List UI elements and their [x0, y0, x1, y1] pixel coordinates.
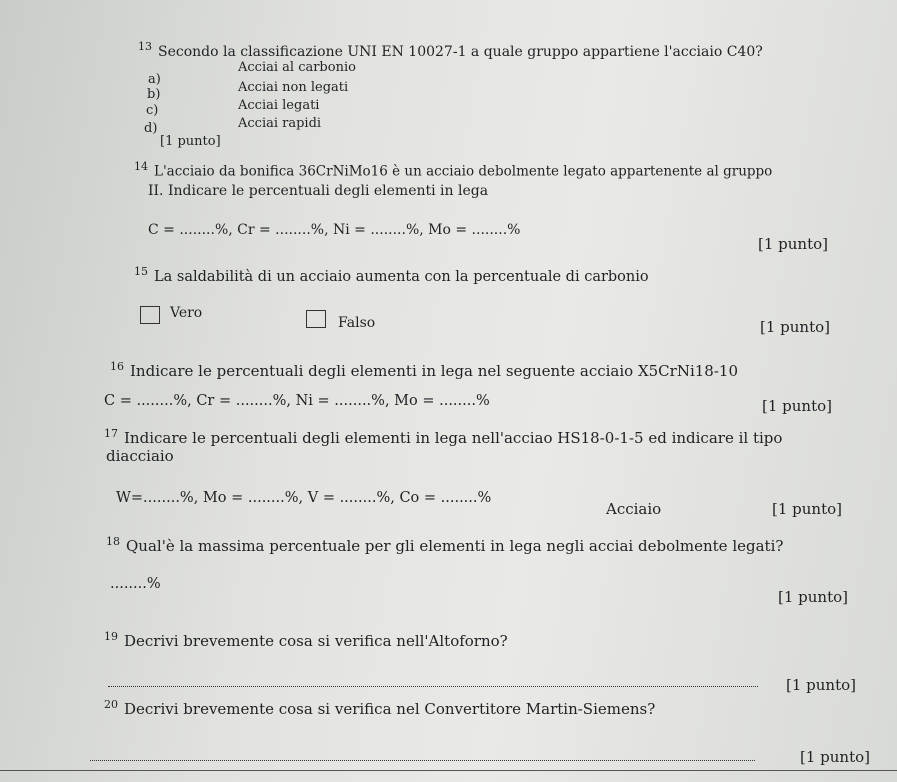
- option-d-text: Acciai rapidi: [238, 116, 322, 131]
- question-20-points: [1 punto]: [800, 748, 870, 766]
- checkbox-falso[interactable]: [306, 310, 326, 328]
- label-vero: Vero: [170, 305, 203, 321]
- option-b-letter: b): [147, 87, 161, 102]
- question-15-text: La saldabilità di un acciaio aumenta con la percentuale di carbonio: [154, 268, 649, 285]
- question-14-points: [1 punto]: [758, 235, 828, 253]
- question-13-points: [1 punto]: [160, 134, 221, 149]
- question-16-fill: C = ........%, Cr = ........%, Ni = ........%, Mo = ........%: [104, 393, 490, 409]
- question-18: $^{18}$ Qual'è la massima percentuale per gli elementi in lega negli acciai debolmente legati?: [106, 535, 784, 555]
- question-15-points: [1 punto]: [760, 318, 830, 336]
- question-18-text: Qual'è la massima percentuale per gli elementi in lega negli acciai debolmente legati?: [126, 537, 784, 555]
- question-18-points: [1 punto]: [778, 588, 848, 606]
- question-17: $^{17}$ Indicare le percentuali degli elementi in lega nell'acciao HS18-0-1-5 ed indicare il tipo: [104, 427, 783, 447]
- answer-line-19[interactable]: [108, 686, 758, 687]
- option-b-text: Acciai non legati: [238, 80, 349, 95]
- option-c-text: Acciai legati: [238, 98, 320, 113]
- label-falso: Falso: [338, 315, 376, 331]
- question-14-text-line1: L'acciaio da bonifica 36CrNiMo16 è un acciaio debolmente legato appartenente al gruppo: [154, 163, 773, 180]
- option-d-letter: d): [144, 121, 158, 136]
- question-16-text: Indicare le percentuali degli elementi in lega nel seguente acciaio X5CrNi18-10: [130, 362, 738, 380]
- question-19-text: Decrivi brevemente cosa si verifica nell'Altoforno?: [124, 632, 508, 650]
- question-14-text-line2: II. Indicare le percentuali degli elementi in lega: [148, 183, 489, 199]
- question-17-points: [1 punto]: [772, 500, 842, 518]
- question-18-fill: ........%: [110, 576, 161, 592]
- question-17-text-line2: diacciaio: [106, 447, 174, 465]
- question-20: $^{20}$ Decrivi brevemente cosa si verifica nel Convertitore Martin-Siemens?: [104, 698, 656, 718]
- question-16: $^{16}$ Indicare le percentuali degli elementi in lega nel seguente acciaio X5CrNi18-10: [110, 360, 738, 380]
- option-c-letter: c): [146, 103, 159, 118]
- question-17-type-label: Acciaio: [606, 500, 662, 518]
- question-20-text: Decrivi brevemente cosa si verifica nel Convertitore Martin-Siemens?: [124, 700, 656, 718]
- question-16-points: [1 punto]: [762, 397, 832, 415]
- question-19: $^{19}$ Decrivi brevemente cosa si verifica nell'Altoforno?: [104, 630, 508, 650]
- option-a-text: Acciai al carbonio: [238, 60, 356, 75]
- question-14-fill: C = ........%, Cr = ........%, Ni = ........%, Mo = ........%: [148, 222, 521, 238]
- checkbox-vero[interactable]: [140, 306, 160, 324]
- question-15: $^{15}$ La saldabilità di un acciaio aumenta con la percentuale di carbonio: [134, 265, 649, 285]
- bottom-rule: [0, 770, 897, 771]
- question-13-text: Secondo la classificazione UNI EN 10027-1 a quale gruppo appartiene l'acciaio C40?: [158, 44, 763, 60]
- question-13: $^{13}$ Secondo la classificazione UNI EN 10027-1 a quale gruppo appartiene l'acciaio C40?: [138, 40, 763, 60]
- option-a-letter: a): [148, 72, 161, 87]
- question-19-points: [1 punto]: [786, 676, 856, 694]
- question-14: $^{14}$ L'acciaio da bonifica 36CrNiMo16 è un acciaio debolmente legato appartenente al gruppo: [134, 160, 773, 180]
- question-17-text-line1: Indicare le percentuali degli elementi in lega nell'acciao HS18-0-1-5 ed indicare il tipo: [124, 429, 783, 447]
- question-17-fill: W=........%, Mo = ........%, V = ........%, Co = ........%: [116, 490, 492, 506]
- answer-line-20[interactable]: [90, 760, 755, 761]
